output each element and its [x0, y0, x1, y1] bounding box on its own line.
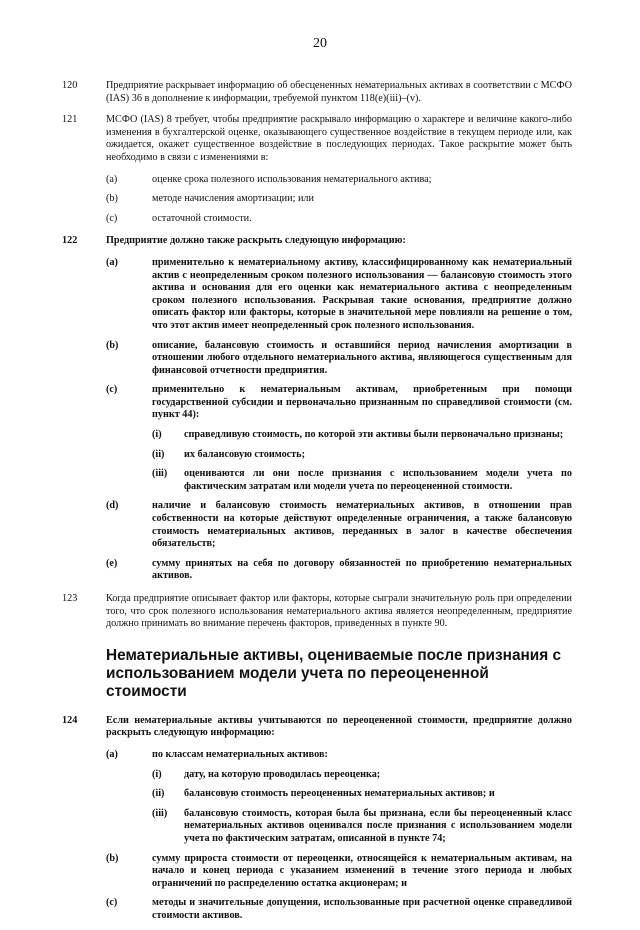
- list-text: описание, балансовую стоимость и оставшийся период начисления амортизации в отношении любого отдельного нематериального актива, являющегося существенным для финансовой отчетности предприятия.: [152, 339, 572, 376]
- paragraph-123: [62, 593, 572, 631]
- sub-list-text: балансовую стоимость переоцененных нематериальных активов; и: [184, 788, 495, 800]
- list-label: (b): [106, 193, 118, 205]
- list-text: методы и значительные допущения, использованные при расчетной оценке справедливой стоимости активов.: [152, 897, 572, 921]
- sub-list-item: [152, 468, 572, 493]
- list-text: методе начисления амортизации; или: [152, 193, 314, 205]
- list-item: [106, 749, 572, 762]
- sub-list-label: (ii): [152, 448, 165, 460]
- list-item: [106, 853, 572, 891]
- paragraph-text: Предприятие раскрывает информацию об обесцененных нематериальных активах в соответствии с МСФО (IAS) 36 в дополнение к информации, требуемой пунктом 118(e)(iii)–(v).: [106, 80, 572, 104]
- section-heading: Нематериальные активы, оцениваемые после признания с использованием модели учета по переоцененной стоимости: [106, 646, 562, 700]
- sub-list-item: [152, 788, 572, 801]
- paragraph-number: 120: [62, 80, 78, 91]
- paragraph-number: 124: [62, 714, 78, 726]
- list-label: (c): [106, 212, 118, 224]
- list-text: сумму принятых на себя по договору обязанностей по приобретению нематериальных активов.: [152, 557, 572, 582]
- paragraph-number: 123: [62, 593, 78, 604]
- list-label: (a): [106, 173, 118, 185]
- list-text: применительно к нематериальному активу, классифицированному как нематериальный актив с неопределенным сроком полезного использования — балансовую стоимость этого актива и основания для его оценки как нематериального актива с неопределенным сроком полезного использования. Раскрывая такие основания, предприятие должно описать фактор или факторы, которые в значительной мере повлияли на решение о том, что этот актив имеет неопределенный срок полезного использования.: [152, 256, 572, 331]
- list-item: [106, 500, 572, 550]
- list-item: [106, 558, 572, 583]
- sub-list-item: [152, 769, 572, 782]
- sub-list-item: [152, 429, 572, 442]
- list-label: (b): [106, 852, 119, 864]
- list-text: сумму прироста стоимости от переоценки, относящейся к нематериальным активам, на начало и конец периода с указанием изменений в течение этого периода и любых ограничений по распределению остатка акционерам; и: [152, 852, 572, 889]
- list-item: [106, 174, 572, 187]
- sub-list-text: оцениваются ли они после признания с использованием модели учета по фактическим затратам или модели учета по переоцененной стоимости.: [184, 468, 572, 492]
- list-item: [106, 340, 572, 378]
- paragraph-122: [62, 235, 572, 248]
- list-label: (e): [106, 557, 118, 569]
- list-label: (c): [106, 897, 118, 909]
- list-label: (d): [106, 500, 119, 512]
- sub-list-label: (i): [152, 768, 162, 780]
- paragraph-text: Если нематериальные активы учитываются по переоцененной стоимости, предприятие должно раскрыть следующую информацию:: [106, 714, 572, 739]
- list-item: [106, 384, 572, 422]
- list-item: [106, 257, 572, 333]
- paragraph-text: Предприятие должно также раскрыть следующую информацию:: [106, 235, 406, 247]
- sub-list-label: (ii): [152, 788, 165, 800]
- paragraph-text: Когда предприятие описывает фактор или факторы, которые сыграли значительную роль при определении того, что срок полезного использования нематериального актива является неопределенным, предприятие должно принимать во внимание перечень факторов, приведенных в пункте 90.: [106, 593, 572, 630]
- sub-list-label: (iii): [152, 468, 168, 480]
- list-item: [106, 193, 572, 206]
- paragraph-number: 122: [62, 235, 78, 247]
- paragraph-120: [62, 80, 572, 105]
- list-text: остаточной стоимости.: [152, 212, 252, 224]
- sub-list-text: справедливую стоимость, по которой эти активы были первоначально признаны;: [184, 429, 564, 441]
- list-item: [106, 897, 572, 922]
- paragraph-number: 121: [62, 114, 78, 126]
- sub-list-label: (iii): [152, 807, 168, 819]
- sub-list-text: их балансовую стоимость;: [184, 448, 305, 460]
- sub-list-item: [152, 808, 572, 846]
- list-label: (a): [106, 256, 118, 268]
- list-label: (b): [106, 339, 119, 351]
- paragraph-124: [62, 715, 572, 740]
- list-label: (c): [106, 384, 118, 396]
- document-body: [62, 80, 572, 930]
- list-item: [106, 213, 572, 226]
- list-text: по классам нематериальных активов:: [152, 748, 328, 760]
- list-text: применительно к нематериальным активам, приобретенным при помощи государственной субсидии и первоначально признанным по справедливой стоимости (см. пункт 44):: [152, 384, 572, 421]
- sub-list-text: дату, на которую проводилась переоценка;: [184, 768, 381, 780]
- list-text: оценке срока полезного использования нематериального актива;: [152, 173, 432, 185]
- paragraph-text: МСФО (IAS) 8 требует, чтобы предприятие раскрывало информацию о характере и величине какого-либо изменения в бухгалтерской оценке, оказывающего существенное воздействие в текущем периоде или, как ожидается, окажет существенное воздействие в последующих периодах. Такое раскрытие может быть необходимо в связи с изменениями в:: [106, 114, 572, 163]
- list-text: наличие и балансовую стоимость нематериальных активов, в отношении прав собственности на которые действуют определенные ограничения, а также балансовую стоимость нематериальных активов, переданных в залог в качестве обеспечения обязательств;: [152, 500, 572, 550]
- page-number: 20: [313, 36, 327, 51]
- paragraph-121: [62, 114, 572, 164]
- sub-list-item: [152, 449, 572, 462]
- list-label: (a): [106, 748, 118, 760]
- sub-list-text: балансовую стоимость, которая была бы признана, если бы переоцененный класс нематериальных активов оценивался после признания с использованием модели учета по фактическим затратам, описанной в пункте 74;: [184, 807, 572, 844]
- sub-list-label: (i): [152, 429, 162, 441]
